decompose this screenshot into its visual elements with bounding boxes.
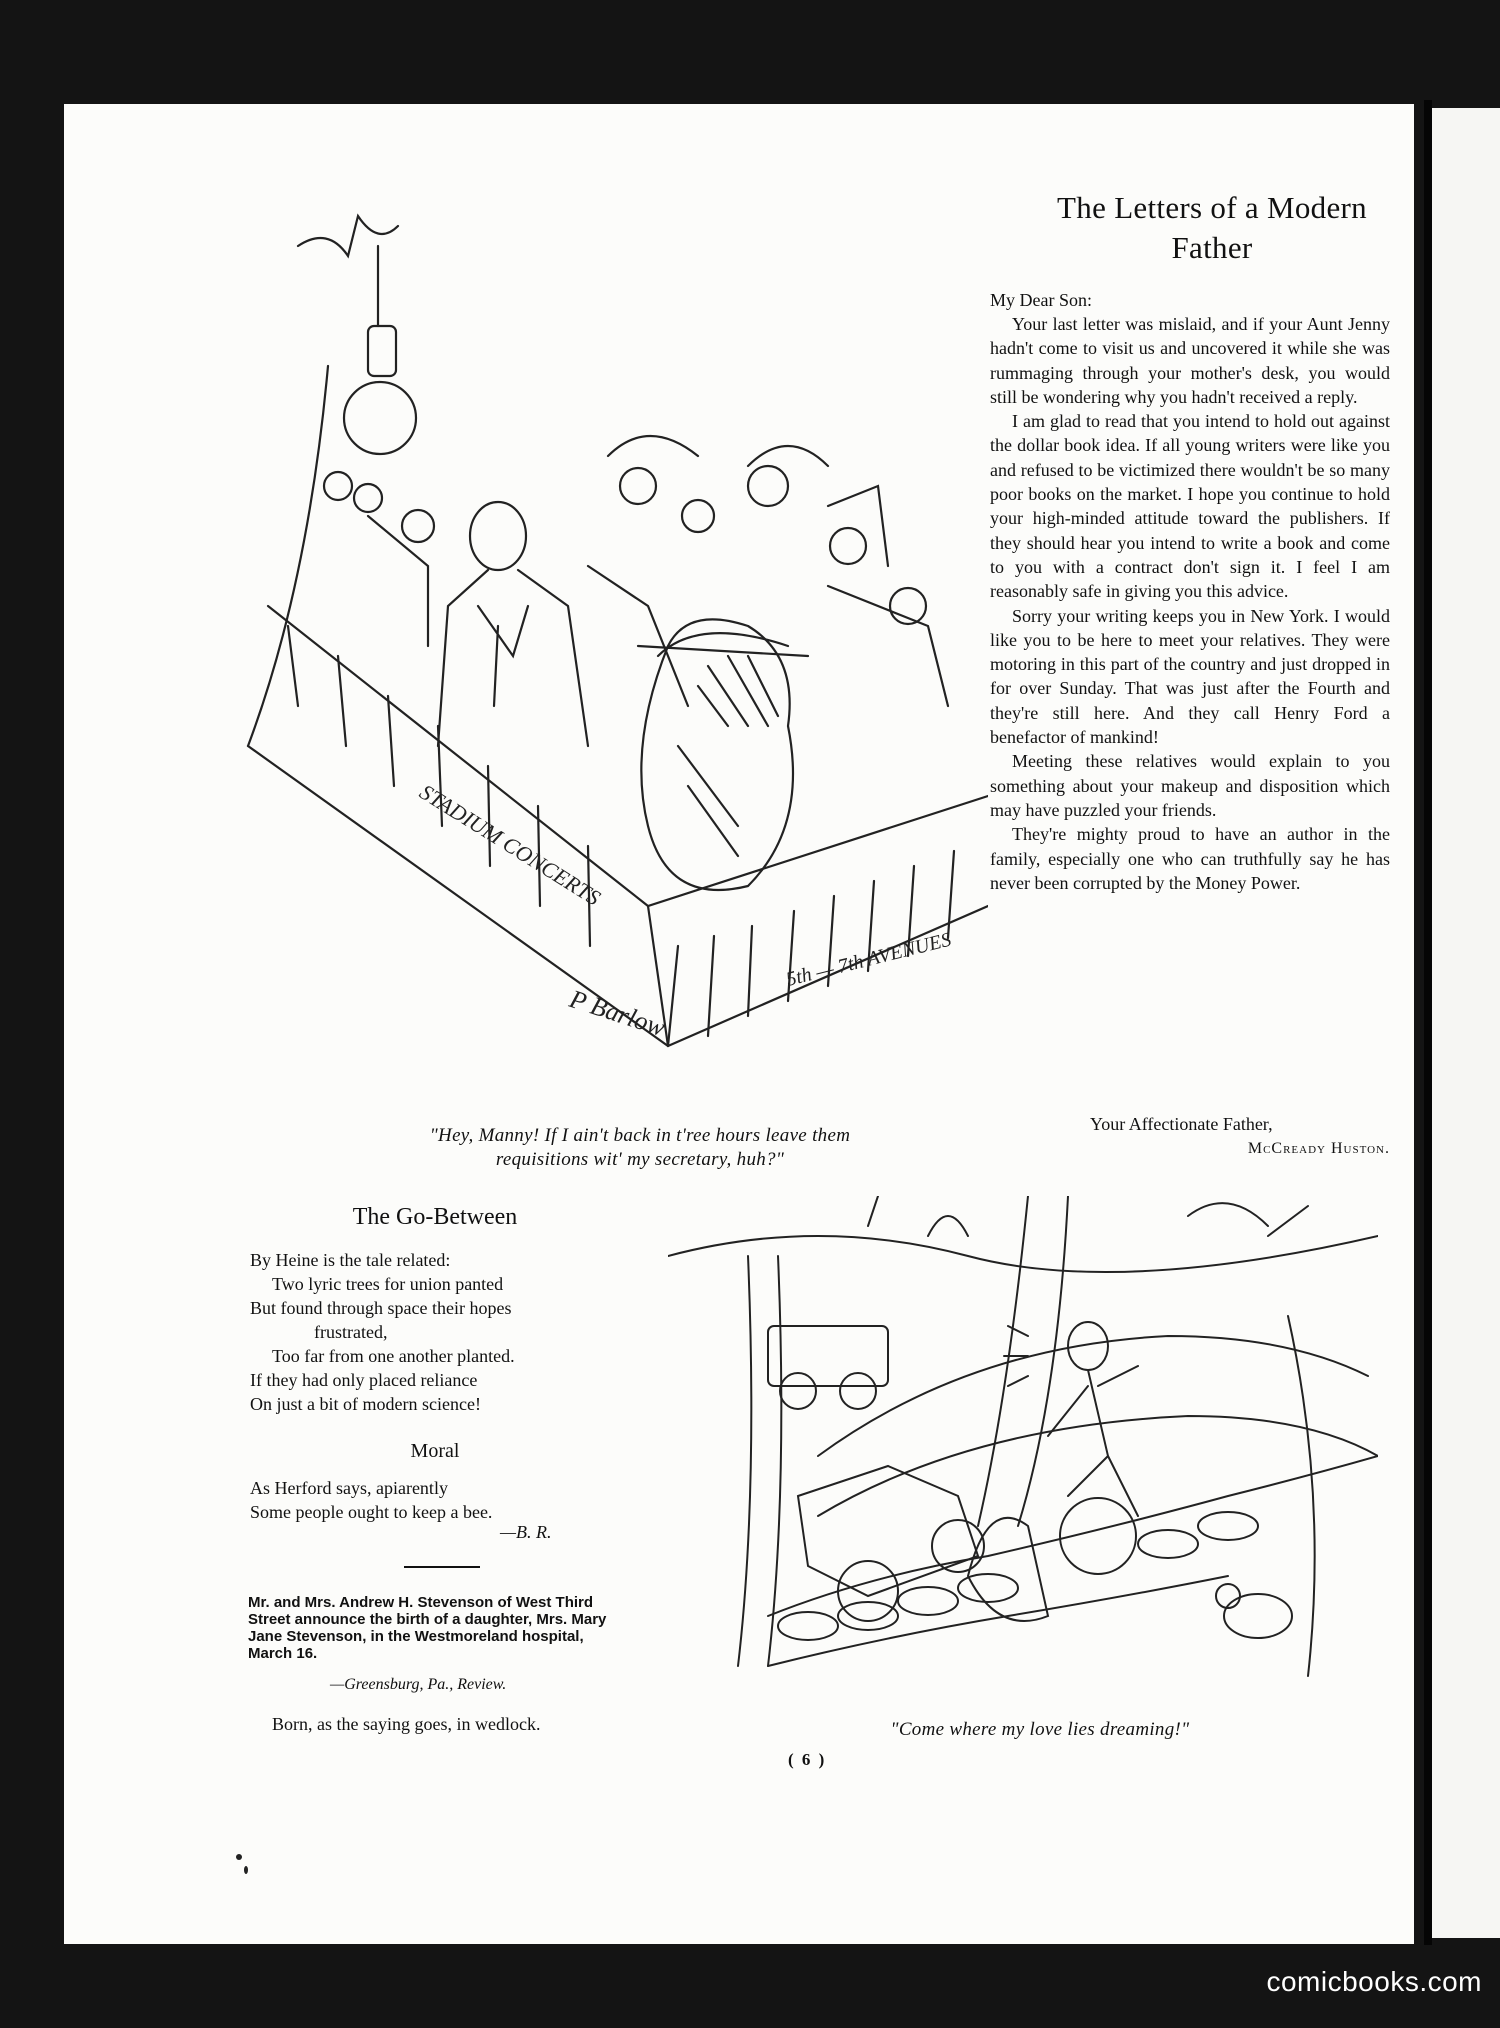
print-speck: [244, 1866, 248, 1874]
poem-line: frustrated,: [314, 1322, 388, 1342]
top-cartoon-illustration: [228, 186, 988, 1076]
poem-line: If they had only placed reliance: [250, 1370, 478, 1390]
print-speck: [236, 1854, 242, 1860]
news-clipping: Mr. and Mrs. Andrew H. Stevenson of West Third Street announce the birth of a daughter, Mrs. Mary Jane Stevenson, in the Westmoreland hospital, March 16.: [248, 1594, 607, 1662]
poem-signature: —B. R.: [500, 1522, 552, 1542]
artist-signature: P Barlow: [566, 984, 669, 1043]
poem-line: On just a bit of modern science!: [250, 1394, 481, 1414]
top-cartoon-caption: [290, 1124, 990, 1172]
letter-salutation: My Dear Son:: [990, 290, 1092, 310]
letter-body: [990, 312, 1390, 895]
letter-paragraph: Your last letter was mislaid, and if your Aunt Jenny hadn't come to visit us and uncovered it while she was rummaging through your mother's desk, you would still be wondering why you hadn't received a reply.: [990, 314, 1390, 407]
moral-line: As Herford says, apiarently: [250, 1478, 448, 1498]
clipping-comment: Born, as the saying goes, in wedlock.: [272, 1714, 541, 1734]
bottom-cartoon-caption: "Come where my love lies dreaming!": [890, 1719, 1190, 1740]
stadium-sign-text: STADIUM CONCERTS: [415, 779, 605, 911]
poem-line: But found through space their hopes: [250, 1298, 512, 1318]
bottom-cartoon-illustration: [668, 1196, 1378, 1696]
divider-rule: [404, 1566, 480, 1568]
letter-title-line-2: Father: [1171, 230, 1253, 265]
top-caption-line-2: requisitions wit' my secretary, huh?": [495, 1149, 785, 1170]
poem-title: The Go-Between: [352, 1204, 518, 1230]
poem-line: By Heine is the tale related:: [250, 1250, 451, 1270]
letter-author: McCready Huston.: [1247, 1140, 1390, 1157]
clipping-source: —Greensburg, Pa., Review.: [330, 1676, 507, 1693]
watermark: comicbooks.com: [1266, 1966, 1482, 1997]
moral-title: Moral: [410, 1440, 460, 1462]
letter-paragraph: I am glad to read that you intend to hold out against the dollar book idea. If all young writers were like you and refused to be victimized there wouldn't be so many poor books on the market. I hope you continue to hold your high-minded attitude toward the publishers. If they should hear you intend to write a book and come to you with a contract don't sign it. I feel I am reasonably safe in giving you this advice.: [990, 411, 1390, 602]
letter-paragraph: Sorry your writing keeps you in New York. I would like you to be here to meet your relatives. They were motoring in this part of the country and just dropped in for over Sunday. That was just after the Fourth and they're still here. And they call Henry Ford a benefactor of mankind!: [990, 605, 1390, 748]
letter-title: [1012, 188, 1412, 268]
avenue-sign-text: 5th — 7th AVENUES: [783, 928, 954, 991]
letter-paragraph: They're mighty proud to have an author in the family, especially one who can truthfully say he has never been corrupted by the Money Power.: [990, 824, 1390, 893]
poem-line: Two lyric trees for union panted: [272, 1274, 504, 1294]
letter-paragraph: Meeting these relatives would explain to you something about your makeup and disposition which may have puzzled your friends.: [990, 751, 1390, 820]
moral-line: Some people ought to keep a bee.: [250, 1502, 493, 1522]
page-gutter-shadow: [1424, 100, 1432, 1945]
letter-title-line-1: The Letters of a Modern: [1057, 190, 1367, 225]
top-caption-line-1: "Hey, Manny! If I ain't back in t'ree hours leave them: [429, 1125, 851, 1146]
page-number: ( 6 ): [788, 1750, 827, 1769]
poem-line: Too far from one another planted.: [272, 1346, 515, 1366]
adjacent-page-edge: [1432, 108, 1500, 1938]
letter-closing: Your Affectionate Father,: [1090, 1114, 1273, 1134]
